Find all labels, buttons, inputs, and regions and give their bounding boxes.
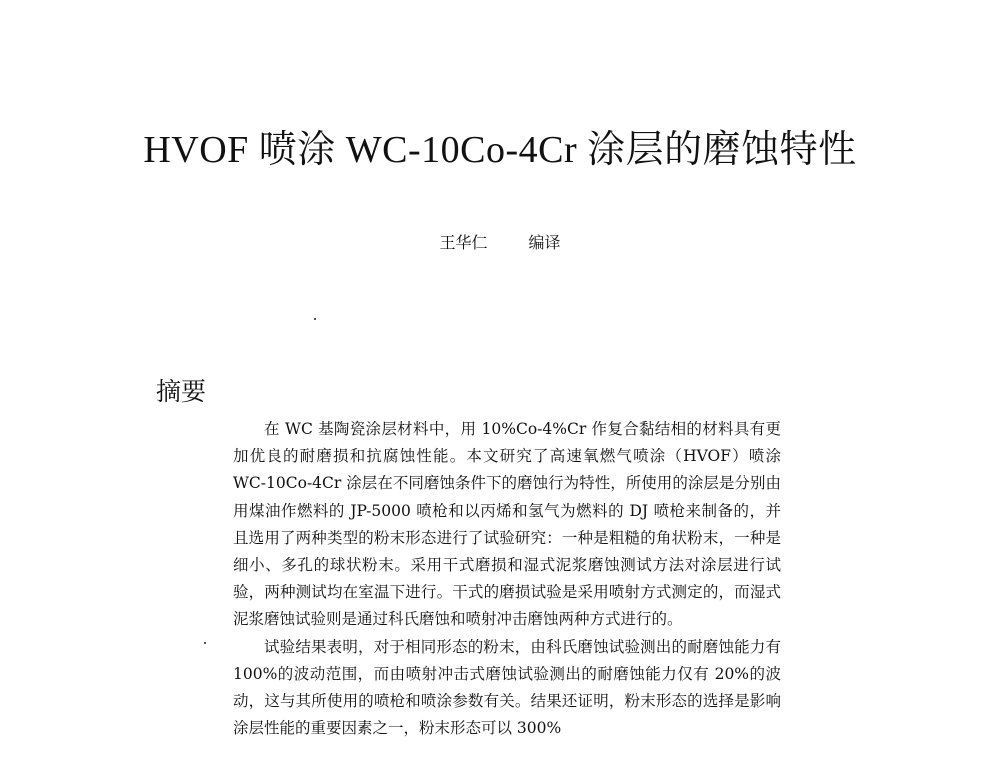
scan-speck: [204, 642, 206, 644]
paper-title: HVOF 喷涂 WC-10Co-4Cr 涂层的磨蚀特性: [143, 129, 857, 171]
abstract-paragraph-2: 试验结果表明，对于相同形态的粉末，由科氏磨蚀试验测出的耐磨蚀能力有 100%的波动范围，而由喷射冲击式磨蚀试验测出的耐磨蚀能力仅有 20%的波动，这与其所使用的喷枪和喷涂参数有关。结果还证明，粉末形态的选择是影响涂层性能的重要因素之一，粉末形态可以 300%: [233, 637, 781, 738]
author-name: 王华仁: [439, 233, 488, 252]
abstract-paragraph-1: 在 WC 基陶瓷涂层材料中，用 10%Co-4%Cr 作复合黏结相的材料具有更加优良的耐磨损和抗腐蚀性能。本文研究了高速氧燃气喷涂（HVOF）喷涂 WC-10Co-4Cr 涂层在不同磨蚀条件下的磨蚀行为特性，所使用的涂层是分别由用煤油作燃料的 JP-5000 喷枪和以丙烯和氢气为燃料的 DJ 喷枪来制备的，并且选用了两种类型的粉末形态进行了试验研究：一种是粗糙的角状粉末，一种是细小、多孔的球状粉末。采用干式磨损和湿式泥浆磨蚀测试方法对涂层进行试验，两种测试均在室温下进行。干式的磨损试验是采用喷射方式测定的，而湿式泥浆磨蚀试验则是通过科氏磨蚀和喷射冲击磨蚀两种方式进行的。: [233, 420, 781, 629]
author-role: 编译: [528, 233, 561, 252]
abstract-heading: 摘要: [156, 377, 207, 406]
abstract-body: [233, 416, 781, 742]
byline: [0, 230, 1000, 253]
scan-speck: [314, 318, 316, 320]
